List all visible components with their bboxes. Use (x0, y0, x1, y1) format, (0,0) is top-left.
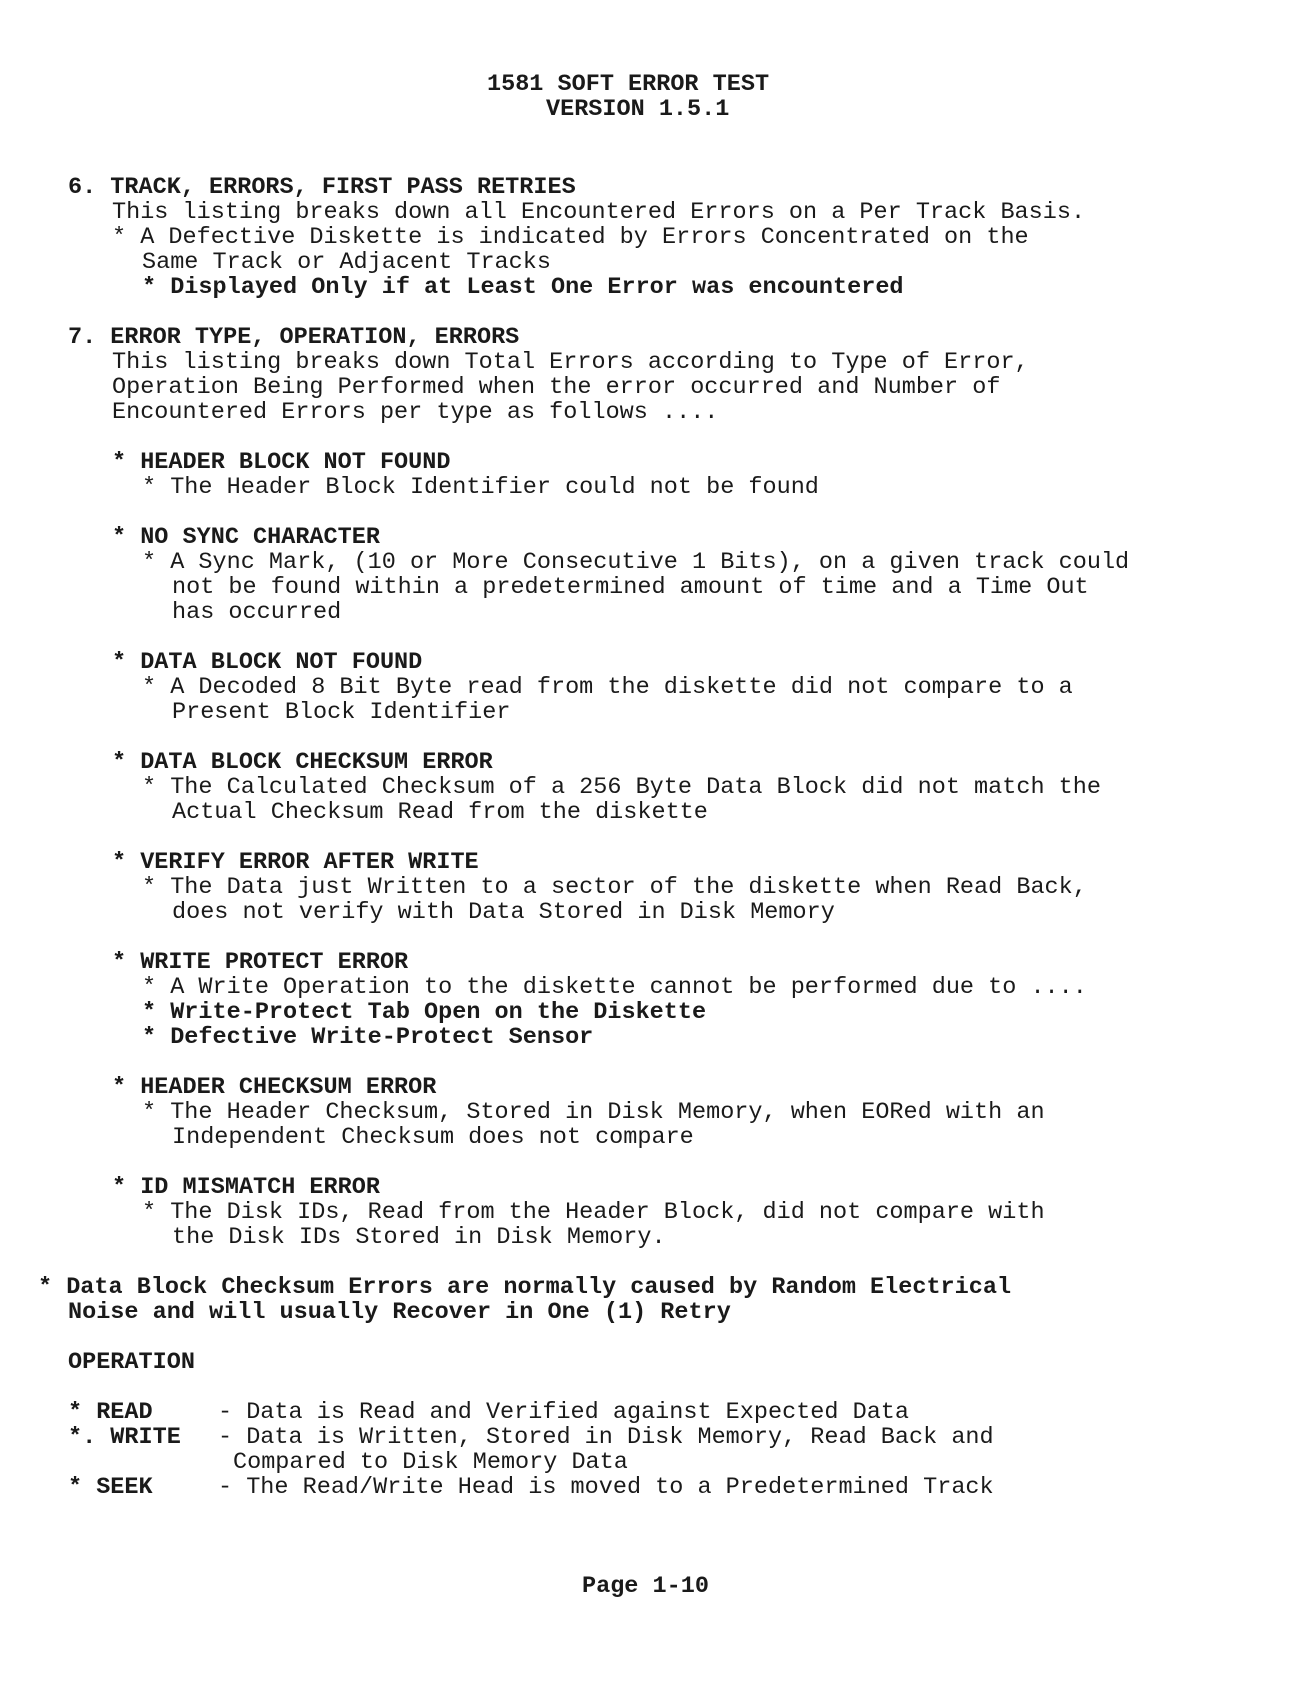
error-type-desc: * A Sync Mark, (10 or More Consecutive 1 Bits), on a given track could (142, 549, 1130, 576)
error-type-desc: * The Header Checksum, Stored in Disk Memory, when EORed with an (142, 1099, 1045, 1126)
operation-desc-write-cont: Compared to Disk Memory Data (233, 1449, 628, 1476)
section-7-description: Encountered Errors per type as follows .... (112, 399, 719, 426)
footnote: * Data Block Checksum Errors are normally caused by Random Electrical (38, 1274, 1012, 1301)
error-type-heading: * VERIFY ERROR AFTER WRITE (112, 849, 479, 876)
operation-key-read: * READ (68, 1399, 153, 1426)
page-title: 1581 SOFT ERROR TEST (487, 71, 770, 98)
operation-desc-read: - Data is Read and Verified against Expected Data (218, 1399, 910, 1426)
error-type-desc: does not verify with Data Stored in Disk Memory (172, 899, 835, 926)
section-6-heading: 6. TRACK, ERRORS, FIRST PASS RETRIES (68, 174, 576, 201)
page-subtitle-version: VERSION 1.5.1 (546, 96, 730, 123)
error-type-desc: the Disk IDs Stored in Disk Memory. (172, 1224, 666, 1251)
error-type-heading: * HEADER CHECKSUM ERROR (112, 1074, 437, 1101)
error-type-desc: * The Calculated Checksum of a 256 Byte Data Block did not match the (142, 774, 1101, 801)
error-type-heading: * NO SYNC CHARACTER (112, 524, 380, 551)
error-type-heading: * ID MISMATCH ERROR (112, 1174, 380, 1201)
error-type-desc: not be found within a predetermined amount of time and a Time Out (172, 574, 1089, 601)
error-type-desc: Actual Checksum Read from the diskette (172, 799, 708, 826)
section-7-description: Operation Being Performed when the error occurred and Number of (112, 374, 1001, 401)
error-type-heading: * HEADER BLOCK NOT FOUND (112, 449, 451, 476)
error-type-heading: * WRITE PROTECT ERROR (112, 949, 409, 976)
section-7-heading: 7. ERROR TYPE, OPERATION, ERRORS (68, 324, 520, 351)
error-type-desc: * The Data just Written to a sector of the diskette when Read Back, (142, 874, 1087, 901)
error-type-desc: Independent Checksum does not compare (172, 1124, 694, 1151)
section-6-description: This listing breaks down all Encountered Errors on a Per Track Basis. (112, 199, 1086, 226)
error-type-heading: * DATA BLOCK NOT FOUND (112, 649, 423, 676)
footnote: Noise and will usually Recover in One (1) Retry (68, 1299, 731, 1326)
error-type-desc: Present Block Identifier (172, 699, 511, 726)
error-type-desc: * A Decoded 8 Bit Byte read from the diskette did not compare to a (142, 674, 1073, 701)
error-type-desc: * A Write Operation to the diskette cannot be performed due to .... (142, 974, 1087, 1001)
operation-desc-write: - Data is Written, Stored in Disk Memory, Read Back and (218, 1424, 994, 1451)
section-6-bullet: * A Defective Diskette is indicated by Errors Concentrated on the (112, 224, 1029, 251)
error-type-cause: * Defective Write-Protect Sensor (142, 1024, 594, 1051)
error-type-desc: has occurred (172, 599, 342, 626)
error-type-heading: * DATA BLOCK CHECKSUM ERROR (112, 749, 493, 776)
page-number: Page 1-10 (582, 1573, 709, 1600)
section-6-note: * Displayed Only if at Least One Error was encountered (142, 274, 904, 301)
operation-key-seek: * SEEK (68, 1474, 153, 1501)
error-type-desc: * The Disk IDs, Read from the Header Block, did not compare with (142, 1199, 1045, 1226)
section-6-bullet-cont: Same Track or Adjacent Tracks (142, 249, 551, 276)
section-7-description: This listing breaks down Total Errors according to Type of Error, (112, 349, 1029, 376)
error-type-desc: * The Header Block Identifier could not be found (142, 474, 819, 501)
error-type-cause: * Write-Protect Tab Open on the Diskette (142, 999, 707, 1026)
operation-key-write: *. WRITE (68, 1424, 181, 1451)
operation-desc-seek: - The Read/Write Head is moved to a Predetermined Track (218, 1474, 994, 1501)
operation-heading: OPERATION (68, 1349, 195, 1376)
